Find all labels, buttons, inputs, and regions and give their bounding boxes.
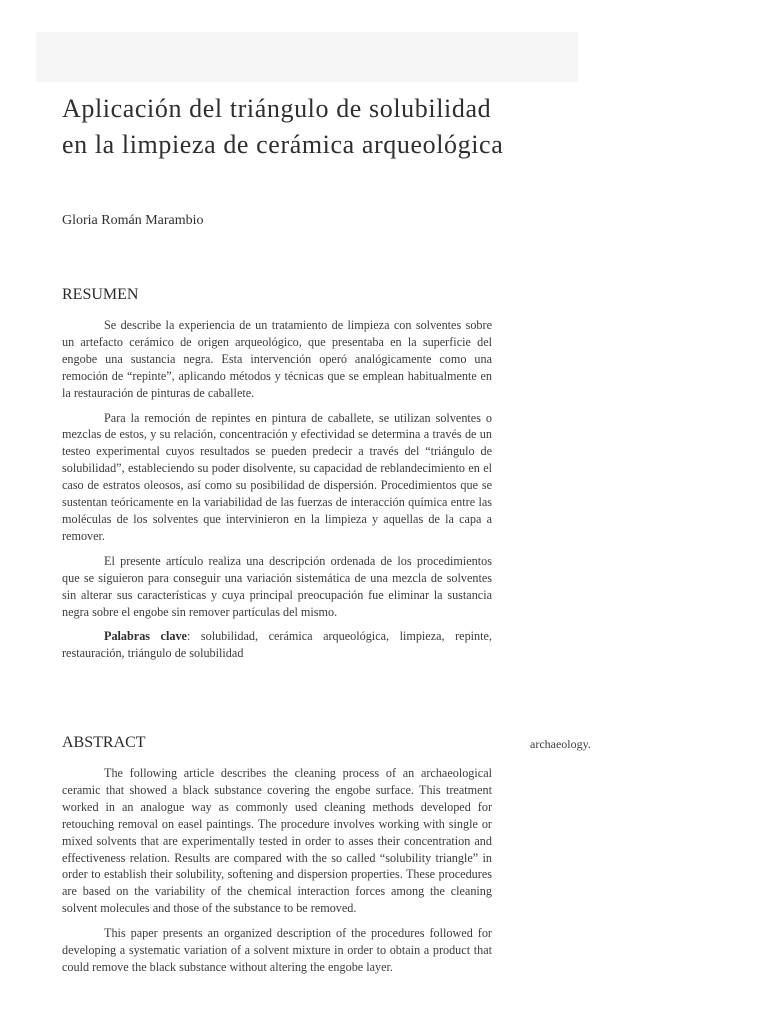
abstract-paragraph-2: This paper presents an organized description of the procedures followed for developing a systematic variation of a solvent mixture in order to obtain a product that could remove the black substance without altering the engobe layer. bbox=[62, 926, 492, 974]
resumen-paragraph-3: El presente artículo realiza una descripción ordenada de los procedimientos que se siguieron para conseguir una variación sistemática de una mezcla de solventes sin alterar sus características y cuya principal preocupación fue eliminar la sustancia negra sobre el engobe sin remover partículas del mismo. bbox=[62, 553, 492, 619]
article-title bbox=[62, 91, 532, 163]
resumen-paragraph-1: Se describe la experiencia de un tratamiento de limpieza con solventes sobre un artefacto cerámico de origen arqueológico, que presentaba en la superficie del engobe una sustancia negra. Esta intervención operó analógicamente como una remoción de “repinte”, aplicando métodos y técnicas que se emplean habitualmente en la restauración de pinturas de caballete. bbox=[62, 318, 492, 400]
resumen-paragraph-2: Para la remoción de repintes en pintura de caballete, se utilizan solventes o mezclas de estos, y su relación, concentración y efectividad se determina a través de un testeo experimental cuyos resultados se pueden predecir a través del “triángulo de solubilidad”, estableciendo su poder disolvente, su capacidad de reblandecimiento en el caso de estratos oleosos, así como su posibilidad de dispersión. Procedimientos que se sustentan teóricamente en la variabilidad de las fuerzas de interacción química entre las moléculas de los solventes que intervinieron en la limpieza y aquellas de la capa a remover. bbox=[62, 410, 492, 543]
article-title-line-1: Aplicación del triángulo de solubilidad bbox=[62, 94, 492, 123]
abstract-paragraph-1: The following article describes the cleaning process of an archaeological ceramic that showed a black substance covering the engobe surface. This treatment worked in an analogue way as commonly used cleaning methods developed for retouching removal on easel paintings. The procedure involves working with single or mixed solvents that are experimentally tested in order to asses their concentration and effectiveness relation. Results are compared with the so called “solubility triangle” in order to establish their solubility, softening and dispersion properties. These procedures are based on the variability of the chemical interaction forces among the cleaning solvent molecules and those of the substance to be removed. bbox=[62, 766, 492, 916]
keywords-line bbox=[62, 628, 492, 662]
margin-note: archaeology. bbox=[530, 737, 591, 751]
resumen-heading: RESUMEN bbox=[62, 286, 139, 303]
resumen-body bbox=[62, 317, 492, 670]
abstract-body bbox=[62, 765, 492, 984]
article-title-line-2: en la limpieza de cerámica arqueológica bbox=[62, 130, 504, 159]
keywords-text: : solubilidad, cerámica arqueológica, limpieza, repinte, restauración, triángulo de solubilidad bbox=[62, 629, 492, 661]
author-name: Gloria Román Marambio bbox=[62, 213, 204, 228]
top-header-band bbox=[36, 32, 578, 82]
keywords-label: Palabras clave bbox=[104, 629, 187, 644]
abstract-heading: ABSTRACT bbox=[62, 734, 146, 751]
